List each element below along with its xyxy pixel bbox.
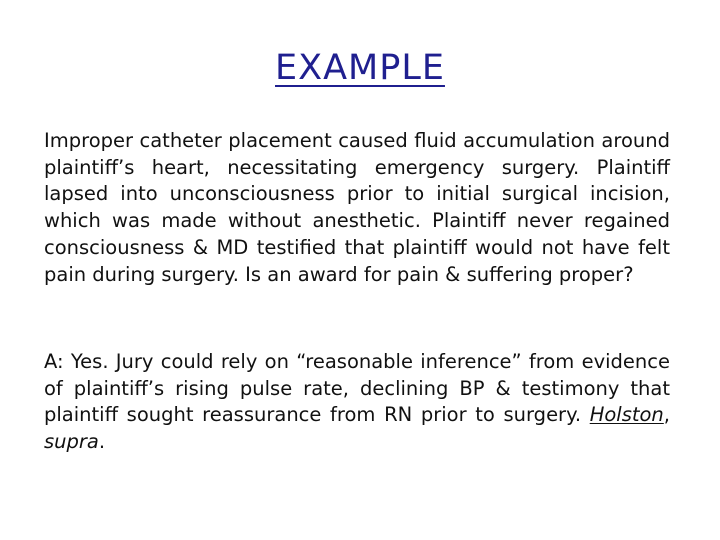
slide-title-text: EXAMPLE — [275, 48, 445, 88]
slide-title — [0, 44, 720, 92]
case-name: Holston — [589, 403, 664, 427]
case-separator: , — [663, 403, 670, 427]
answer-body: Yes. Jury could rely on “reasonable inference” from evidence of plaintiff’s rising pulse rate, declining BP & testimony that plaintiff sought reassurance from RN prior to surgery. — [44, 350, 670, 427]
answer-end: . — [98, 430, 106, 454]
answer-paragraph — [44, 349, 670, 456]
question-paragraph: Improper catheter placement caused fluid accumulation around plaintiff’s heart, necessitating emergency surgery. Plaintiff lapsed into unconsciousness prior to initial surgical incision, which was made without anesthetic. Plaintiff never regained consciousness & MD testified that plaintiff would not have felt pain during surgery. Is an award for pain & suffering proper? — [44, 129, 670, 286]
citation-supra: supra — [44, 430, 99, 454]
answer-prefix: A: — [44, 350, 64, 373]
